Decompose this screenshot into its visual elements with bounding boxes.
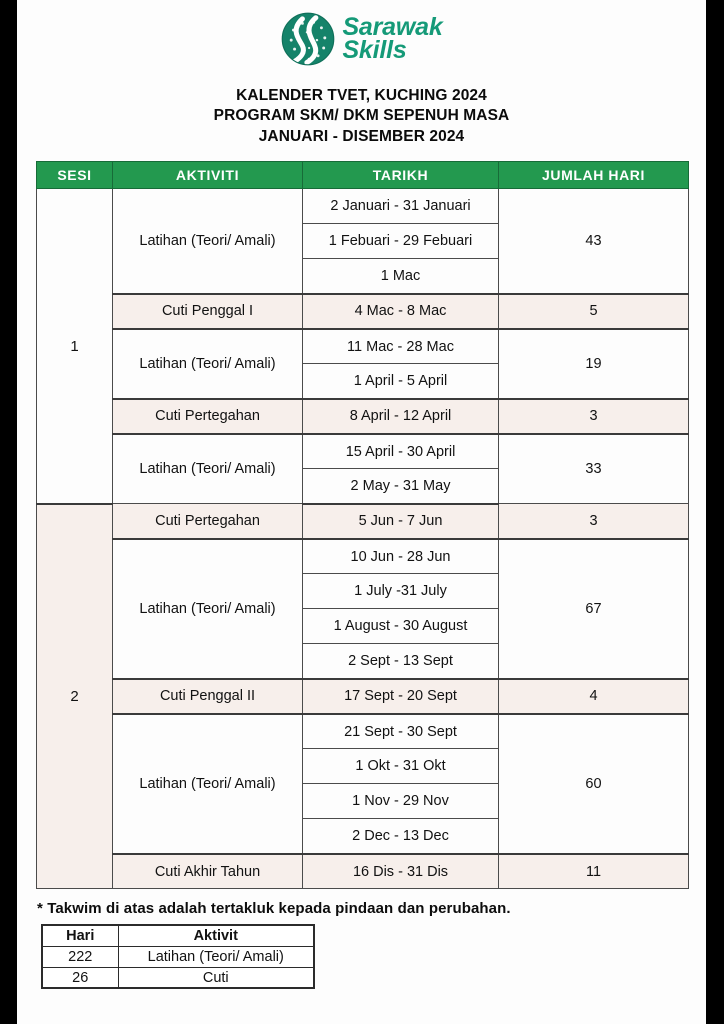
cell-tarikh: 8 April - 12 April [303, 399, 499, 434]
table-header-row [37, 162, 689, 189]
brand-name-line1: Sarawak [342, 13, 443, 41]
cell-tarikh: 4 Mac - 8 Mac [303, 294, 499, 329]
cell-jumlah-hari: 11 [499, 854, 689, 889]
cell-tarikh: 1 Okt - 31 Okt [303, 749, 499, 784]
cell-tarikh: 1 Febuari - 29 Febuari [303, 224, 499, 259]
document-header [17, 0, 706, 147]
page-title [214, 86, 510, 147]
table-row [37, 189, 689, 224]
table-row [37, 854, 689, 889]
table-row [37, 399, 689, 434]
cell-aktiviti: Cuti Pertegahan [113, 399, 303, 434]
cell-jumlah-hari: 3 [499, 504, 689, 539]
cell-tarikh: 1 July -31 July [303, 574, 499, 609]
calendar-table-body [37, 189, 689, 889]
cell-aktiviti: Latihan (Teori/ Amali) [113, 539, 303, 679]
cell-sesi: 1 [37, 189, 113, 504]
cell-tarikh: 2 Januari - 31 Januari [303, 189, 499, 224]
cell-jumlah-hari: 3 [499, 399, 689, 434]
table-row [37, 539, 689, 574]
cell-tarikh: 11 Mac - 28 Mac [303, 329, 499, 364]
cell-tarikh: 17 Sept - 20 Sept [303, 679, 499, 714]
cell-tarikh: 2 Sept - 13 Sept [303, 644, 499, 679]
summary-column-header-aktivit: Aktivit [118, 925, 314, 946]
cell-aktiviti: Latihan (Teori/ Amali) [113, 714, 303, 854]
summary-header-row [42, 925, 314, 946]
column-header-tarikh: TARIKH [303, 162, 499, 189]
column-header-sesi: SESI [37, 162, 113, 189]
summary-table [41, 924, 315, 989]
summary-table-row [42, 946, 314, 967]
table-row [37, 504, 689, 539]
calendar-table [36, 161, 689, 889]
cell-tarikh: 10 Jun - 28 Jun [303, 539, 499, 574]
footnote-text: * Takwim di atas adalah tertakluk kepada pindaan dan perubahan. [37, 900, 511, 918]
title-line-3: JANUARI - DISEMBER 2024 [258, 127, 465, 145]
cell-tarikh: 16 Dis - 31 Dis [303, 854, 499, 889]
cell-jumlah-hari: 19 [499, 329, 689, 399]
cell-aktiviti: Latihan (Teori/ Amali) [113, 329, 303, 399]
cell-tarikh: 2 Dec - 13 Dec [303, 819, 499, 854]
cell-aktiviti: Latihan (Teori/ Amali) [113, 434, 303, 504]
table-row [37, 679, 689, 714]
summary-cell-aktivit: Latihan (Teori/ Amali) [118, 946, 314, 967]
cell-tarikh: 1 August - 30 August [303, 609, 499, 644]
cell-jumlah-hari: 5 [499, 294, 689, 329]
cell-tarikh: 1 Nov - 29 Nov [303, 784, 499, 819]
cell-aktiviti: Latihan (Teori/ Amali) [113, 189, 303, 294]
title-line-1: KALENDER TVET, KUCHING 2024 [236, 87, 487, 104]
summary-cell-aktivit: Cuti [118, 967, 314, 988]
brand-wordmark [342, 13, 443, 64]
summary-cell-hari: 26 [42, 967, 118, 988]
calendar-table-container [17, 161, 706, 889]
cell-aktiviti: Cuti Akhir Tahun [113, 854, 303, 889]
cell-aktiviti: Cuti Penggal I [113, 294, 303, 329]
cell-tarikh: 15 April - 30 April [303, 434, 499, 469]
summary-cell-hari: 222 [42, 946, 118, 967]
cell-aktiviti: Cuti Penggal II [113, 679, 303, 714]
column-header-jumlah-hari: JUMLAH HARI [499, 162, 689, 189]
cell-jumlah-hari: 67 [499, 539, 689, 679]
column-header-aktiviti: AKTIVITI [113, 162, 303, 189]
cell-jumlah-hari: 4 [499, 679, 689, 714]
cell-jumlah-hari: 43 [499, 189, 689, 294]
cell-tarikh: 1 April - 5 April [303, 364, 499, 399]
table-row [37, 434, 689, 469]
summary-table-row [42, 967, 314, 988]
cell-tarikh: 21 Sept - 30 Sept [303, 714, 499, 749]
table-row [37, 329, 689, 364]
brand-logo [280, 8, 442, 70]
summary-table-body [42, 946, 314, 988]
cell-sesi: 2 [37, 504, 113, 889]
title-line-2: PROGRAM SKM/ DKM SEPENUH MASA [213, 107, 510, 125]
cell-tarikh: 1 Mac [303, 259, 499, 294]
table-row [37, 294, 689, 329]
document-sheet [17, 0, 706, 1024]
summary-table-container [41, 924, 706, 989]
table-row [37, 714, 689, 749]
brand-name-line2: Skills [342, 36, 407, 64]
cell-tarikh: 5 Jun - 7 Jun [303, 504, 499, 539]
sarawak-skills-globe-icon [280, 11, 336, 67]
cell-jumlah-hari: 60 [499, 714, 689, 854]
cell-tarikh: 2 May - 31 May [303, 469, 499, 504]
cell-jumlah-hari: 33 [499, 434, 689, 504]
summary-column-header-hari: Hari [42, 925, 118, 946]
cell-aktiviti: Cuti Pertegahan [113, 504, 303, 539]
